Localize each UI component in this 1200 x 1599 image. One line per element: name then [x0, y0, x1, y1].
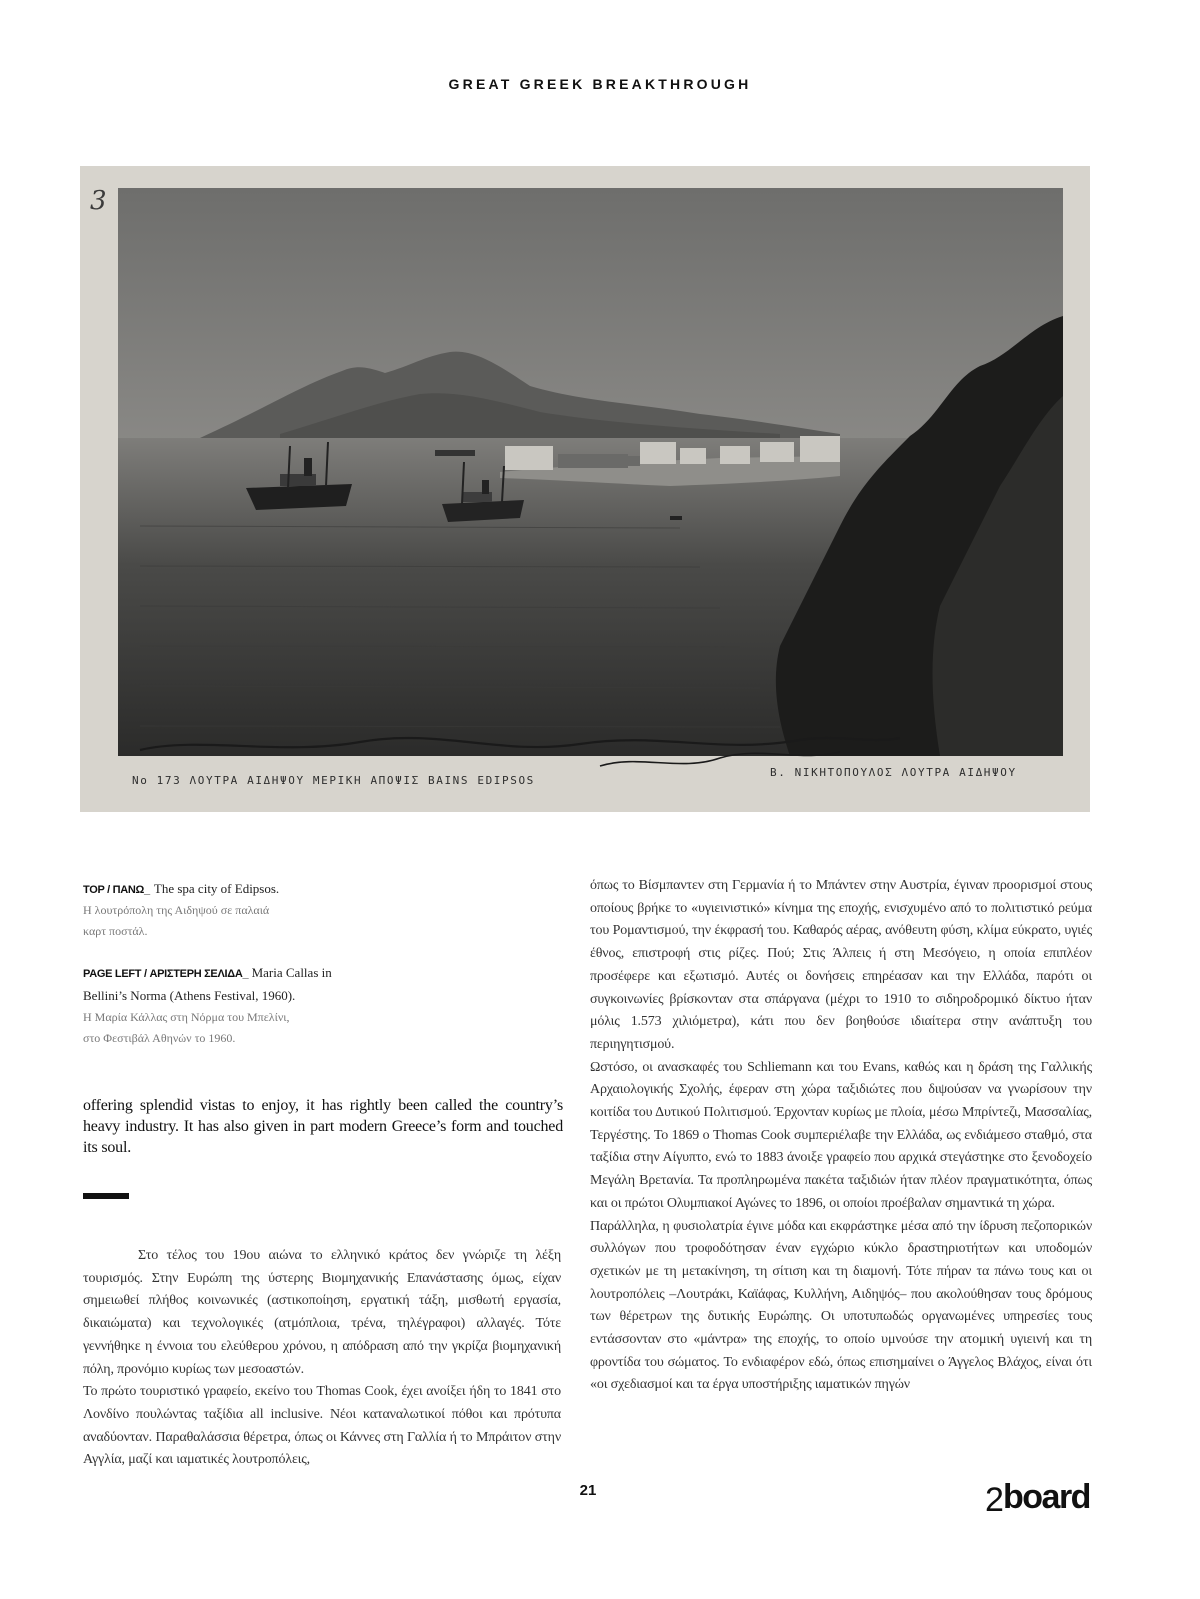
body-paragraph: Στο τέλος του 19ου αιώνα το ελληνικό κράτος δεν γνώριζε τη λέξη τουρισμός. Στην Ευρώπη της ύστερης Βιομηχανικής Επανάστασης όμως, είχαν σημειωθεί πλήθος κοινωνικές (αστικοποίηση, εργατική τάξη, μισθωτή εργασία, δικαιώματα) και τεχνολογικές (ατμόπλοια, τρένα, τηλέγραφοι) αλλαγές. Τότε γεννήθηκε η έννοια του ελεύθερου χρόνου, η απόδραση από την γκρίζα βιομηχανική πόλη, προνόμιο κυρίως των μεσοαστών.: [83, 1248, 561, 1377]
caption-text-en-line: Maria Callas in: [251, 965, 332, 980]
caption-label-en: TOP: [83, 884, 105, 896]
magazine-logo: [985, 1478, 1100, 1520]
body-paragraph: Παράλληλα, η φυσιολατρία έγινε μόδα και εκφράστηκε μέσα από την ίδρυση πεζοπορικών συλλόγων που τροφοδότησαν έναν εγχώριο κύκλο δραστηριοτήτων και υποδομών σχετικών με τη μετακίνηση, τη σίτιση και τη διαμονή. Τότε πήραν τα πάνω τους και οι λουτροπόλεις –Λουτράκι, Καϊάφας, Κυλλήνη, Αιδηψός– που ακολούθησαν τους δρόμους των θέρετρων της δυτικής Ευρώπης. Οι υποτυπωδώς οργανωμένες υπηρεσίες τους εντάσσονταν στο «μάντρα» της εποχής, το οποίο υμνούσε την ατομική υγιεινή και τη φροντίδα του σώματος. Το ενδιαφέρον εδώ, όπως επισημαίνει ο Άγγελος Βλάχος, είναι ότι «οι σχεδιασμοί και τα έργα υποστήριξης ιαματικών πηγών: [590, 1218, 1092, 1393]
postcard-caption-right: Β. ΝΙΚΗΤΟΠΟΥΛΟΣ ΛΟΥΤΡΑ ΑΙΔΗΨΟΥ: [770, 766, 1017, 779]
caption-label-gr: ΠΑΝΩ_: [112, 884, 150, 896]
pull-quote: offering splendid vistas to enjoy, it has rightly been called the country’s heavy industry. It has also given in part modern Greece’s form and touched its soul.: [83, 1097, 563, 1156]
body-paragraph: όπως το Βίσμπαντεν στη Γερμανία ή το Μπάντεν στην Αυστρία, έγιναν προορισμοί στους οποίους βρήκε το «υγιεινιστικό» κίνημα της εποχής, ενισχυμένο από το πολιτιστικό ρεύμα του Ρομαντισμού, την έκφρασή του. Καθαρός αέρας, ανόθευτη φύση, κλίμα εύκρατο, υγιές έθνος, επιστροφή στις ρίζες. Πού; Στις Άλπεις ή στη Μεσόγειο, η οποία επιπλέον προσέφερε και εξωτισμό. Αυτές οι δονήσεις επηρέασαν και την Ελλάδα, παρότι οι συγκοινωνίες βρίσκονταν στα σπάργανα (μέχρι το 1910 το σιδηροδρομικό δίκτυο ήταν μόλις 1.573 χιλιόμετρα), κάτι που δεν βοηθούσε ιδιαίτερα στην ανάπτυξη του περιηγητισμού.: [590, 878, 1092, 1052]
postcard-caption-left: Νο 173 ΛΟΥΤΡΑ ΑΙΔΗΨΟΥ ΜΕΡΙΚΗ ΑΠΟΨΙΣ BAINS EDIPSOS: [132, 774, 535, 787]
harbor-photo-image: [80, 166, 1090, 812]
body-paragraph: Ωστόσο, οι ανασκαφές του Schliemann και του Evans, καθώς και η δράση της Γαλλικής Αρχαιολογικής Σχολής, έφεραν στη χώρα ταξιδιώτες που διψούσαν να γνωρίσουν την κοιτίδα του Δυτικού Πολιτισμού. Έρχονταν κυρίως με πλοία, μέσω Μπρίντεζι, Μασσαλίας, Τεργέστης. Το 1869 ο Thomas Cook συμπεριέλαβε την Ελλάδα, ως ενδιάμεσο σταθμό, στα ταξίδια στην Αίγυπτο, ενώ το 1883 άνοιξε γραφείο που αρχικά στεγάστηκε στο ξενοδοχείο Μεγάλη Βρετανία. Τα προπληρωμένα πακέτα ταξιδιών ήταν πλέον πραγματικότητα, όπως και οι πρώτοι Ολυμπιακοί Αγώνες το 1896, οι οποίοι προέβαλαν σημαντικά τη χώρα.: [590, 1059, 1092, 1211]
caption-text-gr-line: καρτ ποστάλ.: [83, 924, 148, 938]
logo-numeral: 2: [985, 1481, 1004, 1519]
body-column-left: [83, 1245, 561, 1472]
section-divider: [83, 1193, 129, 1199]
caption-label-en: PAGE LEFT: [83, 968, 142, 980]
running-title: GREAT GREEK BREAKTHROUGH: [448, 76, 752, 92]
logo-word: board: [1003, 1478, 1090, 1516]
caption-top: TOP / ΠΑΝΩ_ The spa city of Edipsos. Η λουτρόπολη της Αιδηψού σε παλαιά καρτ ποστάλ.: [83, 878, 353, 942]
postcard-printed-caption: [80, 766, 1090, 796]
body-column-right: [590, 875, 1092, 1397]
caption-text-en: The spa city of Edipsos.: [153, 881, 280, 896]
caption-text-gr-line: Η Μαρία Κάλλας στη Νόρμα του Μπελίνι,: [83, 1010, 290, 1024]
body-paragraph: Το πρώτο τουριστικό γραφείο, εκείνο του Thomas Cook, έχει ανοίξει ήδη το 1841 στο Λονδίνο πουλώντας ταξίδια all inclusive. Νέοι καταναλωτικοί πόθοι και πρότυπα αναδύονταν. Παραθαλάσσια θέρετρα, όπως οι Κάννες στη Γαλλία ή το Μπράιτον στην Αγγλία, μαζί και ιαματικές λουτροπόλεις,: [83, 1384, 561, 1468]
caption-text-gr-line: Η λουτρόπολη της Αιδηψού σε παλαιά: [83, 903, 270, 917]
postcard-photo: [80, 166, 1090, 812]
page-number: 21: [579, 1482, 597, 1499]
caption-text-en-line: Bellini’s Norma (Athens Festival, 1960).: [83, 988, 296, 1003]
caption-page-left: PAGE LEFT / ΑΡΙΣΤΕΡΗ ΣΕΛΙΔΑ_ Maria Callas in Bellini’s Norma (Athens Festival, 1960). Η Μαρία Κάλλας στη Νόρμα του Μπελίνι, στο Φεστιβάλ Αθηνών το 1960.: [83, 962, 353, 1049]
postcard-number: 3: [90, 186, 107, 216]
caption-text-gr-line: στο Φεστιβάλ Αθηνών το 1960.: [83, 1031, 236, 1045]
caption-label-gr: ΑΡΙΣΤΕΡΗ ΣΕΛΙΔΑ_: [149, 968, 249, 980]
photo-captions: [83, 878, 353, 1069]
